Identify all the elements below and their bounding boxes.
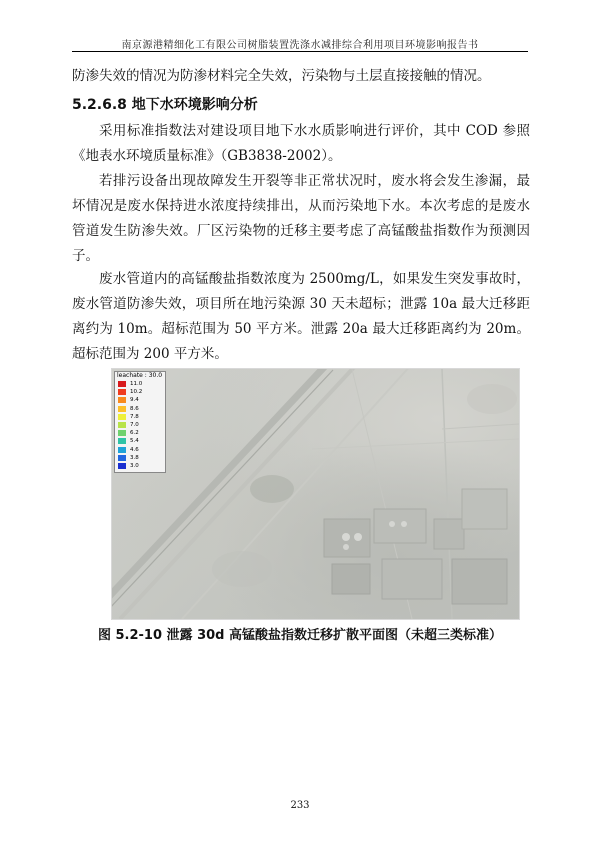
legend-entry xyxy=(118,396,163,404)
aerial-map-figure xyxy=(111,368,520,620)
legend-entry xyxy=(118,405,163,413)
legend-label: 3.8 xyxy=(130,454,139,461)
legend-label: 6.2 xyxy=(130,430,139,437)
legend-swatch xyxy=(118,389,126,395)
legend-label: 7.0 xyxy=(130,422,139,428)
paragraph-2: 采用标准指数法对建设项目地下水水质影响进行评价，其中 COD 参照《地表水环境质量标准》（GB3838-2002）。 xyxy=(72,123,530,164)
legend-entry xyxy=(118,454,163,462)
aerial-map-image xyxy=(112,369,519,619)
legend-swatch xyxy=(118,463,126,469)
paragraph-1: 防渗失效的情况为防渗材料完全失效，污染物与土层直接接触的情况。 xyxy=(72,68,491,84)
legend-label: 10.2 xyxy=(130,389,143,396)
figure-caption: 图 5.2-10 泄露 30d 高锰酸盐指数迁移扩散平面图（未超三类标准） xyxy=(97,628,503,643)
legend-label: 5.4 xyxy=(130,438,139,445)
map-legend xyxy=(114,371,166,473)
legend-entry xyxy=(118,421,163,429)
legend-title: leachate : 30.0 xyxy=(117,372,163,379)
legend-entry xyxy=(118,462,163,470)
legend-swatch xyxy=(118,422,126,428)
legend-label: 4.6 xyxy=(130,446,139,453)
header-rule xyxy=(72,51,528,52)
legend-entry xyxy=(118,413,163,421)
paragraph-3: 若排污设备出现故障发生开裂等非正常状况时，废水将会发生渗漏，最坏情况是废水保持进水浓度持续排出，从而污染地下水。本次考虑的是废水管道发生防渗失效。厂区污染物的迁移主要考虑了高锰酸盐指数作为预测因子。 xyxy=(72,173,530,264)
page-number: 233 xyxy=(290,800,310,811)
legend-swatch xyxy=(118,455,126,461)
legend-swatch xyxy=(118,438,126,444)
legend-label: 9.4 xyxy=(130,397,139,404)
legend-swatch xyxy=(118,430,126,436)
section-heading: 5.2.6.8 地下水环境影响分析 xyxy=(72,97,258,113)
legend-entry xyxy=(118,437,163,445)
running-header: 南京源港精细化工有限公司树脂装置洗涤水减排综合利用项目环境影响报告书 xyxy=(121,40,479,51)
legend-entry xyxy=(118,388,163,396)
legend-swatch xyxy=(118,397,126,403)
legend-swatch xyxy=(118,406,126,412)
legend-swatch xyxy=(118,381,126,387)
legend-label: 11.0 xyxy=(130,381,143,387)
paragraph-4: 废水管道内的高锰酸盐指数浓度为 2500mg/L，如果发生突发事故时，废水管道防渗失效，项目所在地污染源 30 天未超标；泄露 10a 最大迁移距离约为 10m。超标范围为 50 平方米。泄露 20a 最大迁移距离约为 20m。超标范围为 200 平方米。 xyxy=(72,271,530,362)
legend-swatch xyxy=(118,414,126,420)
legend-label: 3.0 xyxy=(130,463,139,469)
legend-label: 8.6 xyxy=(130,405,139,412)
legend-entry xyxy=(118,380,163,388)
legend-entry xyxy=(118,429,163,437)
legend-label: 7.8 xyxy=(130,413,139,420)
legend-entry xyxy=(118,446,163,454)
legend-swatch xyxy=(118,447,126,453)
